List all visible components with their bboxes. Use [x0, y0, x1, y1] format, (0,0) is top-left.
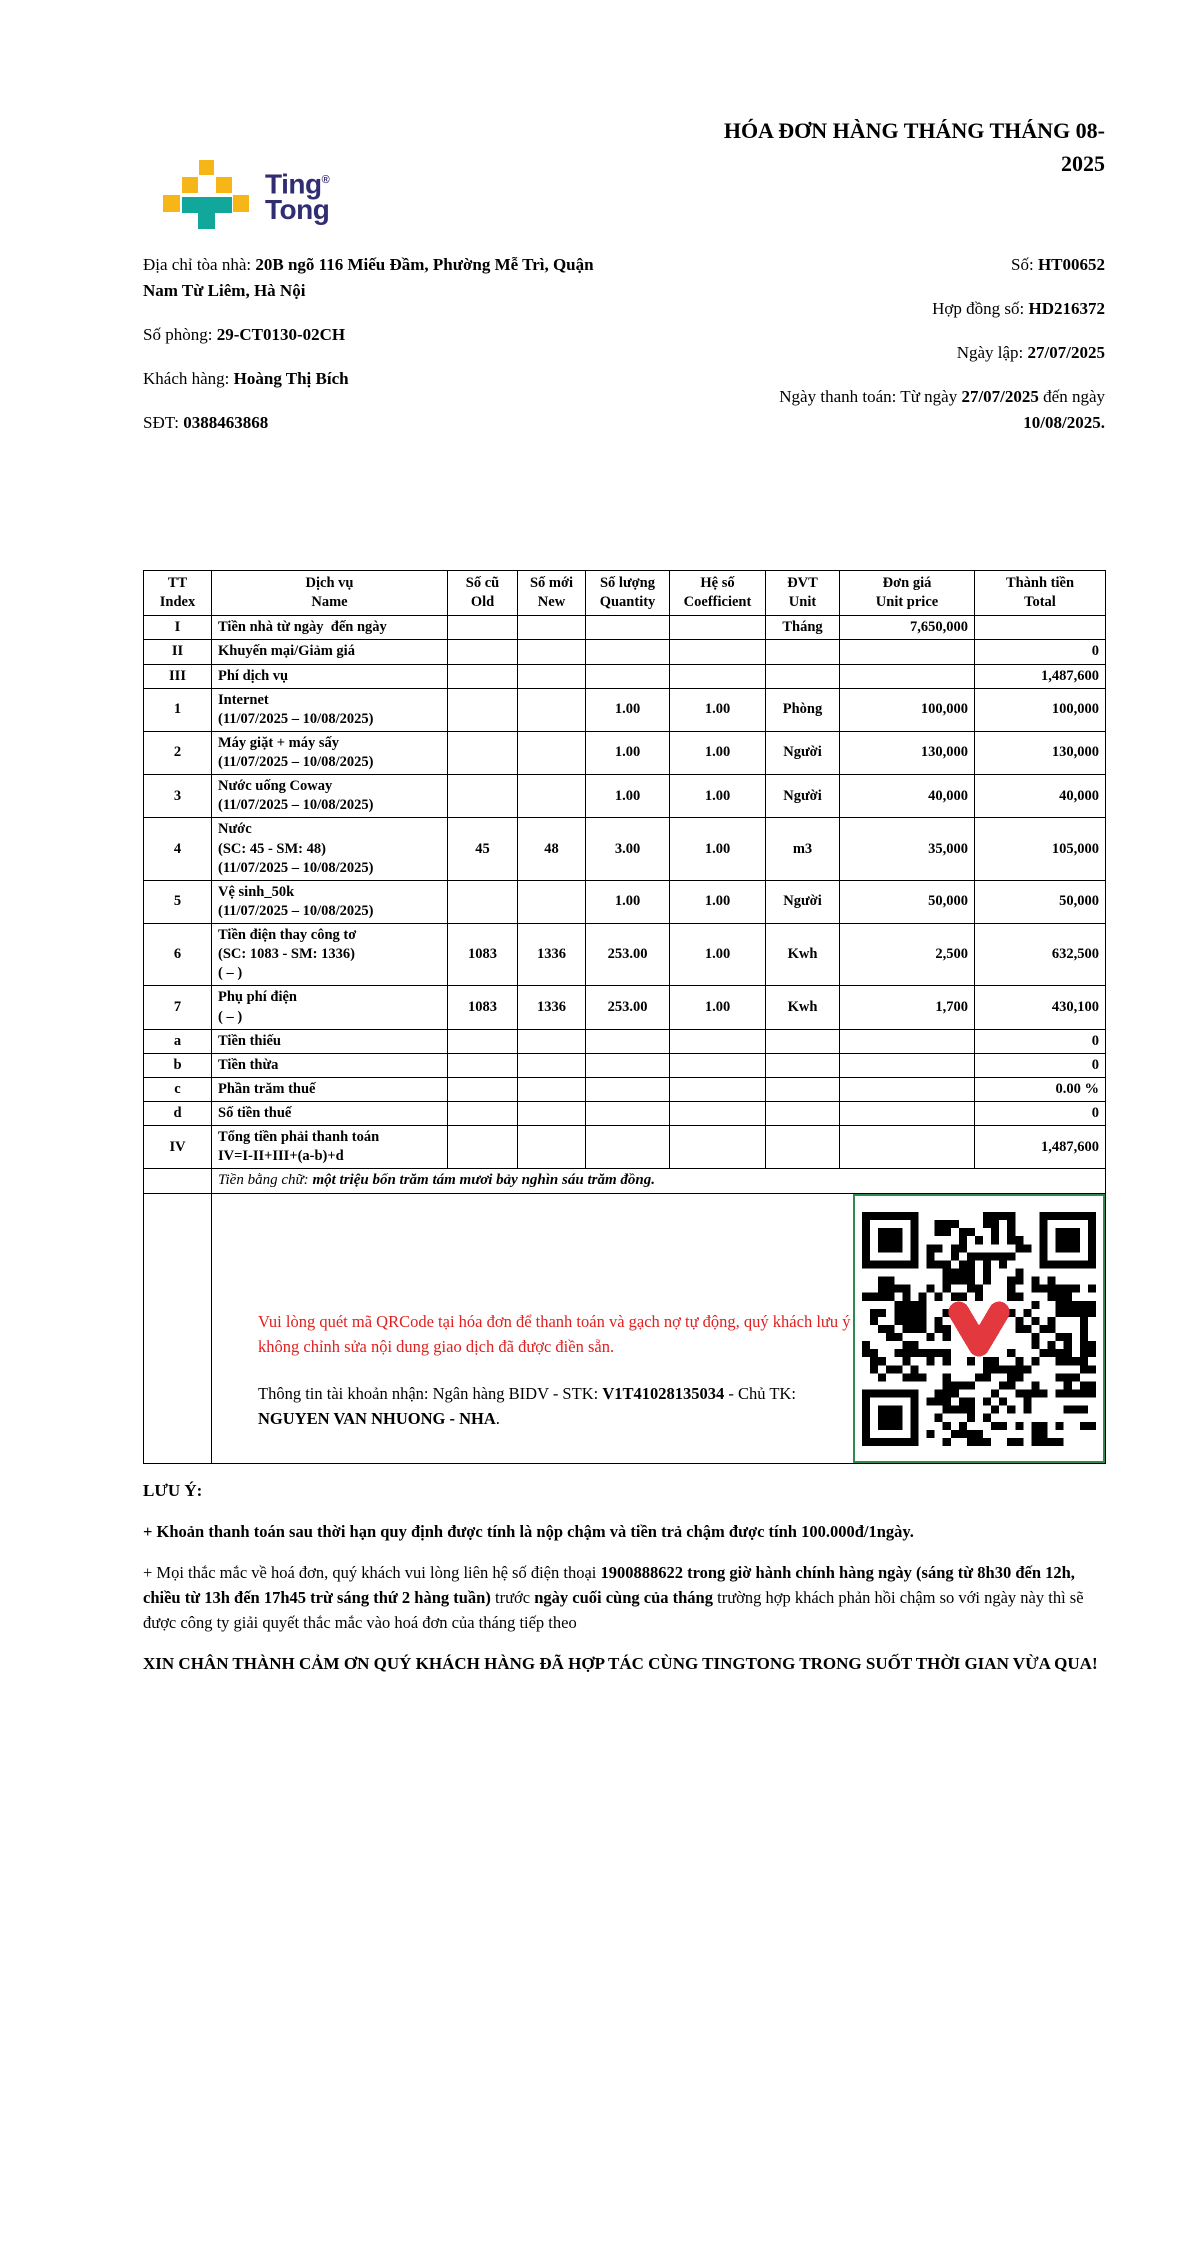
cell-coef: 1.00	[670, 731, 766, 774]
cell-qty: 253.00	[586, 924, 670, 986]
column-header: TT Index	[144, 571, 212, 616]
cell-new	[518, 1029, 586, 1053]
column-header: Thành tiền Total	[975, 571, 1106, 616]
invoice-info	[143, 252, 1105, 454]
cell-coef: 1.00	[670, 775, 766, 818]
invoice-info-left	[143, 252, 623, 454]
cell-unit: Phòng	[766, 688, 840, 731]
cell-tt: IV	[144, 1126, 212, 1169]
cell-tt: 6	[144, 924, 212, 986]
cell-old	[448, 664, 518, 688]
column-header: Số cũ Old	[448, 571, 518, 616]
cell-price: 130,000	[840, 731, 975, 774]
tingtong-logo-text: Ting® Tong	[265, 168, 330, 226]
cell-old	[448, 688, 518, 731]
cell-coef: 1.00	[670, 818, 766, 880]
qr-code	[862, 1212, 1096, 1446]
receiving-account-info: Thông tin tài khoản nhận: Ngân hàng BIDV - STK: V1T41028135034 - Chủ TK: NGUYEN VAN NHUONG - NHA.	[258, 1383, 796, 1428]
amount-in-words-row	[144, 1169, 1106, 1194]
cell-name: Số tiền thuế	[212, 1102, 448, 1126]
cell-coef: 1.00	[670, 688, 766, 731]
cell-price: 50,000	[840, 880, 975, 923]
cell-coef	[670, 1053, 766, 1077]
cell-old	[448, 775, 518, 818]
cell-old	[448, 640, 518, 664]
cell-price: 40,000	[840, 775, 975, 818]
column-header: Số mới New	[518, 571, 586, 616]
notes-heading: LƯU Ý:	[143, 1481, 203, 1500]
cell-price	[840, 1126, 975, 1169]
cell-total	[975, 616, 1106, 640]
table-row	[144, 616, 1106, 640]
qr-payment-cell	[212, 1194, 1106, 1464]
cell-old	[448, 731, 518, 774]
cell-qty	[586, 1126, 670, 1169]
cell-price: 7,650,000	[840, 616, 975, 640]
cell-unit	[766, 1126, 840, 1169]
cell-total: 50,000	[975, 880, 1106, 923]
cell-tt: 5	[144, 880, 212, 923]
cell-unit	[766, 1053, 840, 1077]
cell-qty	[586, 1029, 670, 1053]
column-header: Dịch vụ Name	[212, 571, 448, 616]
customer-phone: SĐT: 0388463868	[143, 413, 269, 432]
column-header: Số lượng Quantity	[586, 571, 670, 616]
cell-coef	[670, 1126, 766, 1169]
cell-old	[448, 1029, 518, 1053]
building-address: Địa chỉ tòa nhà: 20B ngõ 116 Miếu Đầm, Phường Mễ Trì, Quận Nam Từ Liêm, Hà Nội	[143, 255, 594, 300]
cell-name: Phí dịch vụ	[212, 664, 448, 688]
cell-new	[518, 664, 586, 688]
cell-tt: 2	[144, 731, 212, 774]
cell-coef: 1.00	[670, 880, 766, 923]
invoice-page	[143, 0, 1105, 2259]
cell-coef: 1.00	[670, 924, 766, 986]
cell-coef	[670, 616, 766, 640]
cell-unit	[766, 1029, 840, 1053]
cell-name: Máy giặt + máy sấy (11/07/2025 – 10/08/2025)	[212, 731, 448, 774]
registered-mark: ®	[321, 173, 330, 186]
cell-old	[448, 616, 518, 640]
cell-coef	[670, 1029, 766, 1053]
table-row	[144, 1053, 1106, 1077]
cell-name: Nước (SC: 45 - SM: 48) (11/07/2025 – 10/08/2025)	[212, 818, 448, 880]
cell-tt: I	[144, 616, 212, 640]
column-header: Hệ số Coefficient	[670, 571, 766, 616]
cell-empty	[144, 1194, 212, 1464]
cell-qty: 1.00	[586, 880, 670, 923]
cell-unit: Người	[766, 731, 840, 774]
invoice-number: Số: HT00652	[1011, 255, 1105, 274]
cell-total: 0	[975, 1029, 1106, 1053]
cell-name: Tiền nhà từ ngày đến ngày	[212, 616, 448, 640]
cell-total: 0	[975, 1102, 1106, 1126]
tingtong-logo	[163, 160, 329, 230]
cell-name: Phụ phí điện ( – )	[212, 986, 448, 1029]
cell-new	[518, 775, 586, 818]
qr-payment-row	[144, 1194, 1106, 1464]
cell-tt: d	[144, 1102, 212, 1126]
cell-total: 0	[975, 1053, 1106, 1077]
tingtong-logo-icon	[163, 160, 249, 230]
table-row	[144, 1029, 1106, 1053]
thank-you-message: XIN CHÂN THÀNH CẢM ƠN QUÝ KHÁCH HÀNG ĐÃ HỢP TÁC CÙNG TINGTONG TRONG SUỐT THỜI GIAN VỪA QUA!	[143, 1654, 1098, 1673]
table-row	[144, 924, 1106, 986]
cell-name: Tiền thiếu	[212, 1029, 448, 1053]
cell-total: 130,000	[975, 731, 1106, 774]
cell-tt: a	[144, 1029, 212, 1053]
cell-total: 40,000	[975, 775, 1106, 818]
table-row	[144, 1126, 1106, 1169]
invoice-table	[143, 570, 1106, 1464]
column-header: ĐVT Unit	[766, 571, 840, 616]
cell-price: 100,000	[840, 688, 975, 731]
cell-unit: Người	[766, 775, 840, 818]
cell-empty	[144, 1169, 212, 1194]
cell-new	[518, 640, 586, 664]
column-header: Đơn giá Unit price	[840, 571, 975, 616]
late-payment-note: + Khoản thanh toán sau thời hạn quy định được tính là nộp chậm và tiền trả chậm được tính 100.000đ/1ngày.	[143, 1522, 914, 1541]
cell-old	[448, 1102, 518, 1126]
cell-unit	[766, 664, 840, 688]
cell-tt: 4	[144, 818, 212, 880]
cell-qty	[586, 640, 670, 664]
contract-number: Hợp đồng số: HD216372	[932, 299, 1105, 318]
cell-price	[840, 1077, 975, 1101]
cell-qty	[586, 664, 670, 688]
cell-price: 1,700	[840, 986, 975, 1029]
cell-old	[448, 880, 518, 923]
cell-new: 48	[518, 818, 586, 880]
customer-name: Khách hàng: Hoàng Thị Bích	[143, 369, 349, 388]
cell-name: Nước uống Coway (11/07/2025 – 10/08/2025)	[212, 775, 448, 818]
cell-old	[448, 1126, 518, 1169]
cell-new: 1336	[518, 924, 586, 986]
cell-old: 1083	[448, 986, 518, 1029]
invoice-title: HÓA ĐƠN HÀNG THÁNG THÁNG 08-2025	[723, 118, 1105, 176]
cell-new	[518, 1102, 586, 1126]
cell-unit: Kwh	[766, 986, 840, 1029]
table-row	[144, 664, 1106, 688]
cell-unit	[766, 1102, 840, 1126]
cell-total: 430,100	[975, 986, 1106, 1029]
cell-coef	[670, 640, 766, 664]
qr-code-frame	[853, 1194, 1105, 1463]
cell-price	[840, 1053, 975, 1077]
cell-new	[518, 616, 586, 640]
cell-tt: III	[144, 664, 212, 688]
cell-new	[518, 880, 586, 923]
cell-qty: 253.00	[586, 986, 670, 1029]
cell-total: 100,000	[975, 688, 1106, 731]
table-row	[144, 775, 1106, 818]
table-row	[144, 880, 1106, 923]
cell-tt: 3	[144, 775, 212, 818]
cell-new	[518, 1077, 586, 1101]
cell-new: 1336	[518, 986, 586, 1029]
cell-total: 1,487,600	[975, 1126, 1106, 1169]
table-row	[144, 640, 1106, 664]
cell-qty: 1.00	[586, 688, 670, 731]
cell-qty	[586, 1102, 670, 1126]
cell-unit	[766, 1077, 840, 1101]
cell-coef	[670, 1077, 766, 1101]
cell-price	[840, 1029, 975, 1053]
table-row	[144, 688, 1106, 731]
cell-old	[448, 1053, 518, 1077]
cell-qty	[586, 1077, 670, 1101]
cell-tt: c	[144, 1077, 212, 1101]
cell-coef: 1.00	[670, 986, 766, 1029]
cell-coef	[670, 1102, 766, 1126]
cell-name: Phần trăm thuế	[212, 1077, 448, 1101]
cell-total: 0	[975, 640, 1106, 664]
cell-old: 45	[448, 818, 518, 880]
cell-total: 632,500	[975, 924, 1106, 986]
cell-unit: Tháng	[766, 616, 840, 640]
table-row	[144, 986, 1106, 1029]
cell-price	[840, 640, 975, 664]
cell-unit	[766, 640, 840, 664]
cell-price: 35,000	[840, 818, 975, 880]
cell-tt: 1	[144, 688, 212, 731]
cell-price: 2,500	[840, 924, 975, 986]
table-header-row	[144, 571, 1106, 616]
cell-total: 1,487,600	[975, 664, 1106, 688]
cell-price	[840, 664, 975, 688]
cell-new	[518, 688, 586, 731]
hotline-note: + Mọi thắc mắc về hoá đơn, quý khách vui lòng liên hệ số điện thoại 1900888622 trong giờ hành chính hàng ngày (sáng từ 8h30 đến 12h, chiều từ 13h đến 17h45 trừ sáng thứ 2 hàng tuần) trước ngày cuối cùng của tháng trường hợp khách phản hồi chậm so với ngày này thì sẽ được công ty giải quyết thắc mắc vào hoá đơn của tháng tiếp theo	[143, 1563, 1084, 1632]
cell-old: 1083	[448, 924, 518, 986]
cell-coef	[670, 664, 766, 688]
invoice-info-right	[705, 252, 1105, 454]
cell-qty: 1.00	[586, 775, 670, 818]
cell-qty	[586, 616, 670, 640]
cell-name: Tiền thừa	[212, 1053, 448, 1077]
cell-old	[448, 1077, 518, 1101]
room-number: Số phòng: 29-CT0130-02CH	[143, 325, 346, 344]
cell-unit: Người	[766, 880, 840, 923]
amount-in-words: Tiền bằng chữ: một triệu bốn trăm tám mươi bảy nghìn sáu trăm đồng.	[212, 1169, 1106, 1194]
cell-new	[518, 1126, 586, 1169]
cell-name: Khuyến mại/Giảm giá	[212, 640, 448, 664]
cell-total: 0.00 %	[975, 1077, 1106, 1101]
payment-period: Ngày thanh toán: Từ ngày 27/07/2025 đến ngày 10/08/2025.	[779, 387, 1105, 432]
cell-tt: b	[144, 1053, 212, 1077]
cell-unit: m3	[766, 818, 840, 880]
cell-name: Vệ sinh_50k (11/07/2025 – 10/08/2025)	[212, 880, 448, 923]
cell-qty: 3.00	[586, 818, 670, 880]
table-row	[144, 818, 1106, 880]
cell-qty: 1.00	[586, 731, 670, 774]
cell-unit: Kwh	[766, 924, 840, 986]
cell-name: Internet (11/07/2025 – 10/08/2025)	[212, 688, 448, 731]
footer-notes	[143, 1478, 1105, 1677]
cell-new	[518, 1053, 586, 1077]
cell-total: 105,000	[975, 818, 1106, 880]
cell-name: Tiền điện thay công tơ (SC: 1083 - SM: 1336) ( – )	[212, 924, 448, 986]
table-row	[144, 731, 1106, 774]
cell-price	[840, 1102, 975, 1126]
cell-new	[518, 731, 586, 774]
cell-tt: 7	[144, 986, 212, 1029]
table-row	[144, 1102, 1106, 1126]
qr-scan-warning: Vui lòng quét mã QRCode tại hóa đơn để thanh toán và gạch nợ tự động, quý khách lưu ý không chỉnh sửa nội dung giao dịch đã được điền sẵn.	[258, 1311, 851, 1356]
created-date: Ngày lập: 27/07/2025	[956, 343, 1105, 362]
cell-qty	[586, 1053, 670, 1077]
table-row	[144, 1077, 1106, 1101]
cell-name: Tổng tiền phải thanh toán IV=I-II+III+(a-b)+d	[212, 1126, 448, 1169]
cell-tt: II	[144, 640, 212, 664]
